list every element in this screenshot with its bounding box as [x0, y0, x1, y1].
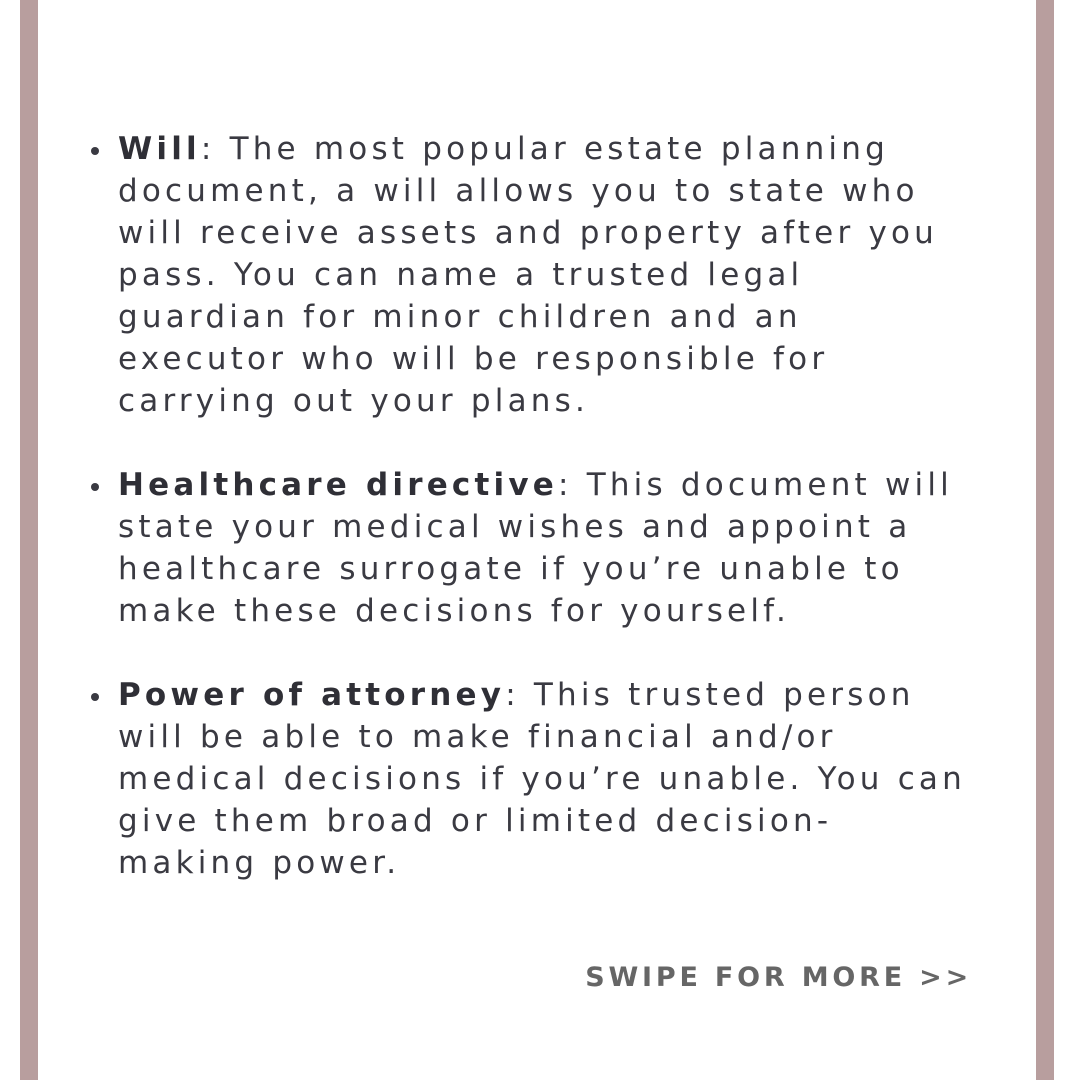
left-frame-border [20, 0, 38, 1080]
list-item-healthcare-directive [88, 464, 968, 632]
right-frame-border [1036, 0, 1054, 1080]
swipe-for-more-prompt: SWIPE FOR MORE >> [585, 962, 972, 993]
term-healthcare-directive: Healthcare directive [118, 467, 558, 503]
estate-documents-list [88, 128, 968, 926]
term-power-of-attorney: Power of attorney [118, 677, 506, 713]
list-item-power-of-attorney [88, 674, 968, 884]
list-item-will [88, 128, 968, 422]
description-power-of-attorney: : This trusted person will be able to make financial and/or medical decisions if you’re unable. You can give them broad or limited decision-making power. [118, 677, 966, 881]
term-will: Will [118, 131, 201, 167]
description-will: : The most popular estate planning document, a will allows you to state who will receive assets and property after you pass. You can name a trusted legal guardian for minor children and an executor who will be responsible for carrying out your plans. [118, 131, 938, 419]
description-healthcare-directive: : This document will state your medical wishes and appoint a healthcare surrogate if you’re unable to make these decisions for yourself. [118, 467, 953, 629]
